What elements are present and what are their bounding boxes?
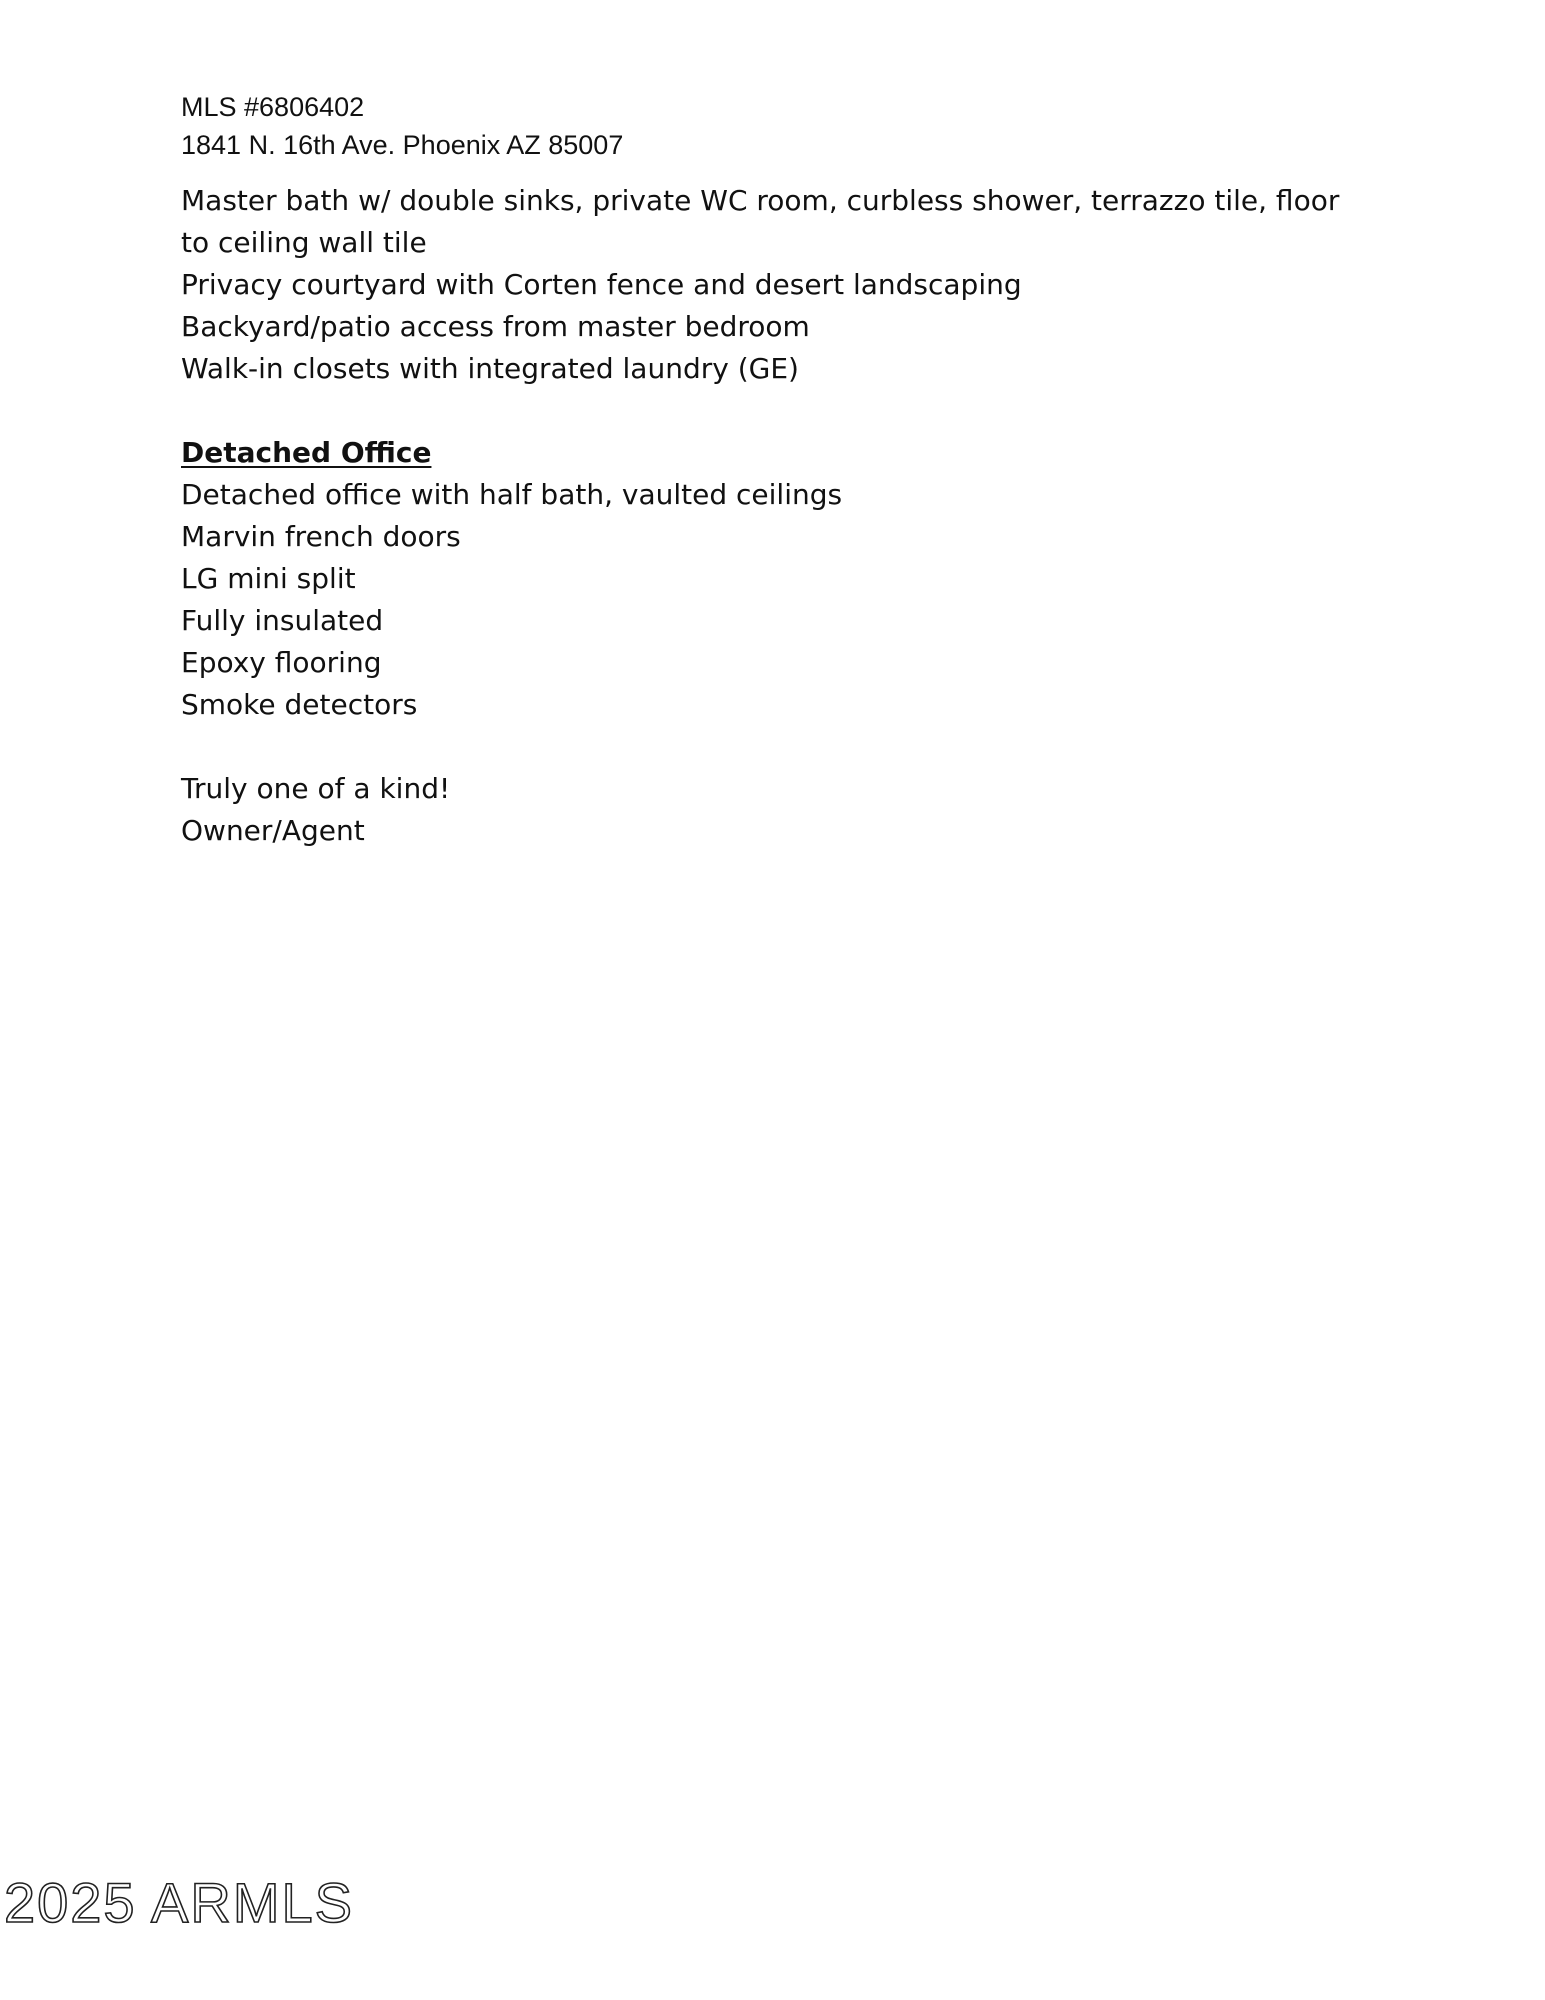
closing-tagline: Truly one of a kind! [181,772,451,805]
listing-description [181,180,1361,852]
armls-watermark: 2025 ARMLS [4,1871,354,1934]
spacer [181,726,1361,768]
mls-number: MLS #6806402 [181,92,365,122]
section-heading-detached-office: Detached Office [181,436,432,469]
property-address: 1841 N. 16th Ave. Phoenix AZ 85007 [181,130,624,160]
feature-line: Master bath w/ double sinks, private WC room, curbless shower, terrazzo tile, floor to ceiling wall tile [181,184,1340,259]
office-feature-line: Fully insulated [181,604,384,637]
office-feature-line: Smoke detectors [181,688,418,721]
office-feature-line: Marvin french doors [181,520,461,553]
office-feature-line: Detached office with half bath, vaulted ceilings [181,478,843,511]
office-feature-line: LG mini split [181,562,356,595]
feature-line: Privacy courtyard with Corten fence and desert landscaping [181,268,1022,301]
feature-line: Walk-in closets with integrated laundry (GE) [181,352,799,385]
spacer [181,390,1361,432]
closing-signature: Owner/Agent [181,814,365,847]
feature-line: Backyard/patio access from master bedroom [181,310,810,343]
listing-header [181,88,623,164]
office-feature-line: Epoxy flooring [181,646,382,679]
